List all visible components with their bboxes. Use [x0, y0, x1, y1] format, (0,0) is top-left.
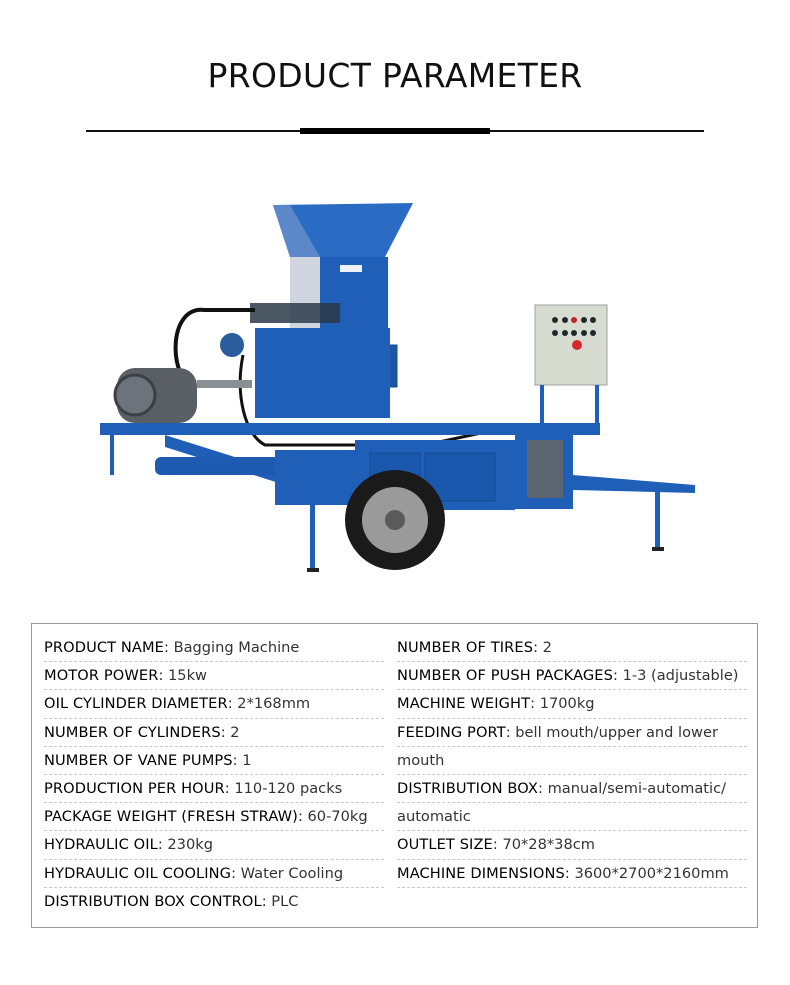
- spec-row: OIL CYLINDER DIAMETER: 2*168mm: [44, 690, 384, 718]
- spec-row: PRODUCTION PER HOUR: 110-120 packs: [44, 775, 384, 803]
- spec-row: OUTLET SIZE: 70*28*38cm: [397, 831, 747, 859]
- title-divider-accent: [300, 128, 490, 134]
- spec-row: NUMBER OF PUSH PACKAGES: 1-3 (adjustable): [397, 662, 747, 690]
- spec-row: FEEDING PORT: bell mouth/upper and lower: [397, 719, 747, 747]
- spec-column-right: [397, 634, 747, 888]
- spec-column-left: [44, 634, 384, 916]
- spec-row: NUMBER OF TIRES: 2: [397, 634, 747, 662]
- spec-table: [31, 623, 758, 928]
- spec-row-continuation: automatic: [397, 803, 747, 831]
- spec-row: PACKAGE WEIGHT (FRESH STRAW): 60-70kg: [44, 803, 384, 831]
- spec-row: HYDRAULIC OIL: 230kg: [44, 831, 384, 859]
- spec-row: MACHINE DIMENSIONS: 3600*2700*2160mm: [397, 860, 747, 888]
- spec-row: NUMBER OF VANE PUMPS: 1: [44, 747, 384, 775]
- spec-row: NUMBER OF CYLINDERS: 2: [44, 719, 384, 747]
- product-image: [95, 195, 695, 585]
- spec-row: PRODUCT NAME: Bagging Machine: [44, 634, 384, 662]
- spec-row-continuation: mouth: [397, 747, 747, 775]
- spec-row: MOTOR POWER: 15kw: [44, 662, 384, 690]
- spec-row: MACHINE WEIGHT: 1700kg: [397, 690, 747, 718]
- brand-badge-icon: [340, 265, 362, 272]
- spec-row: DISTRIBUTION BOX: manual/semi-automatic/: [397, 775, 747, 803]
- spec-row: DISTRIBUTION BOX CONTROL: PLC: [44, 892, 299, 910]
- page-title: PRODUCT PARAMETER: [207, 56, 583, 95]
- spec-row: HYDRAULIC OIL COOLING: Water Cooling: [44, 860, 384, 888]
